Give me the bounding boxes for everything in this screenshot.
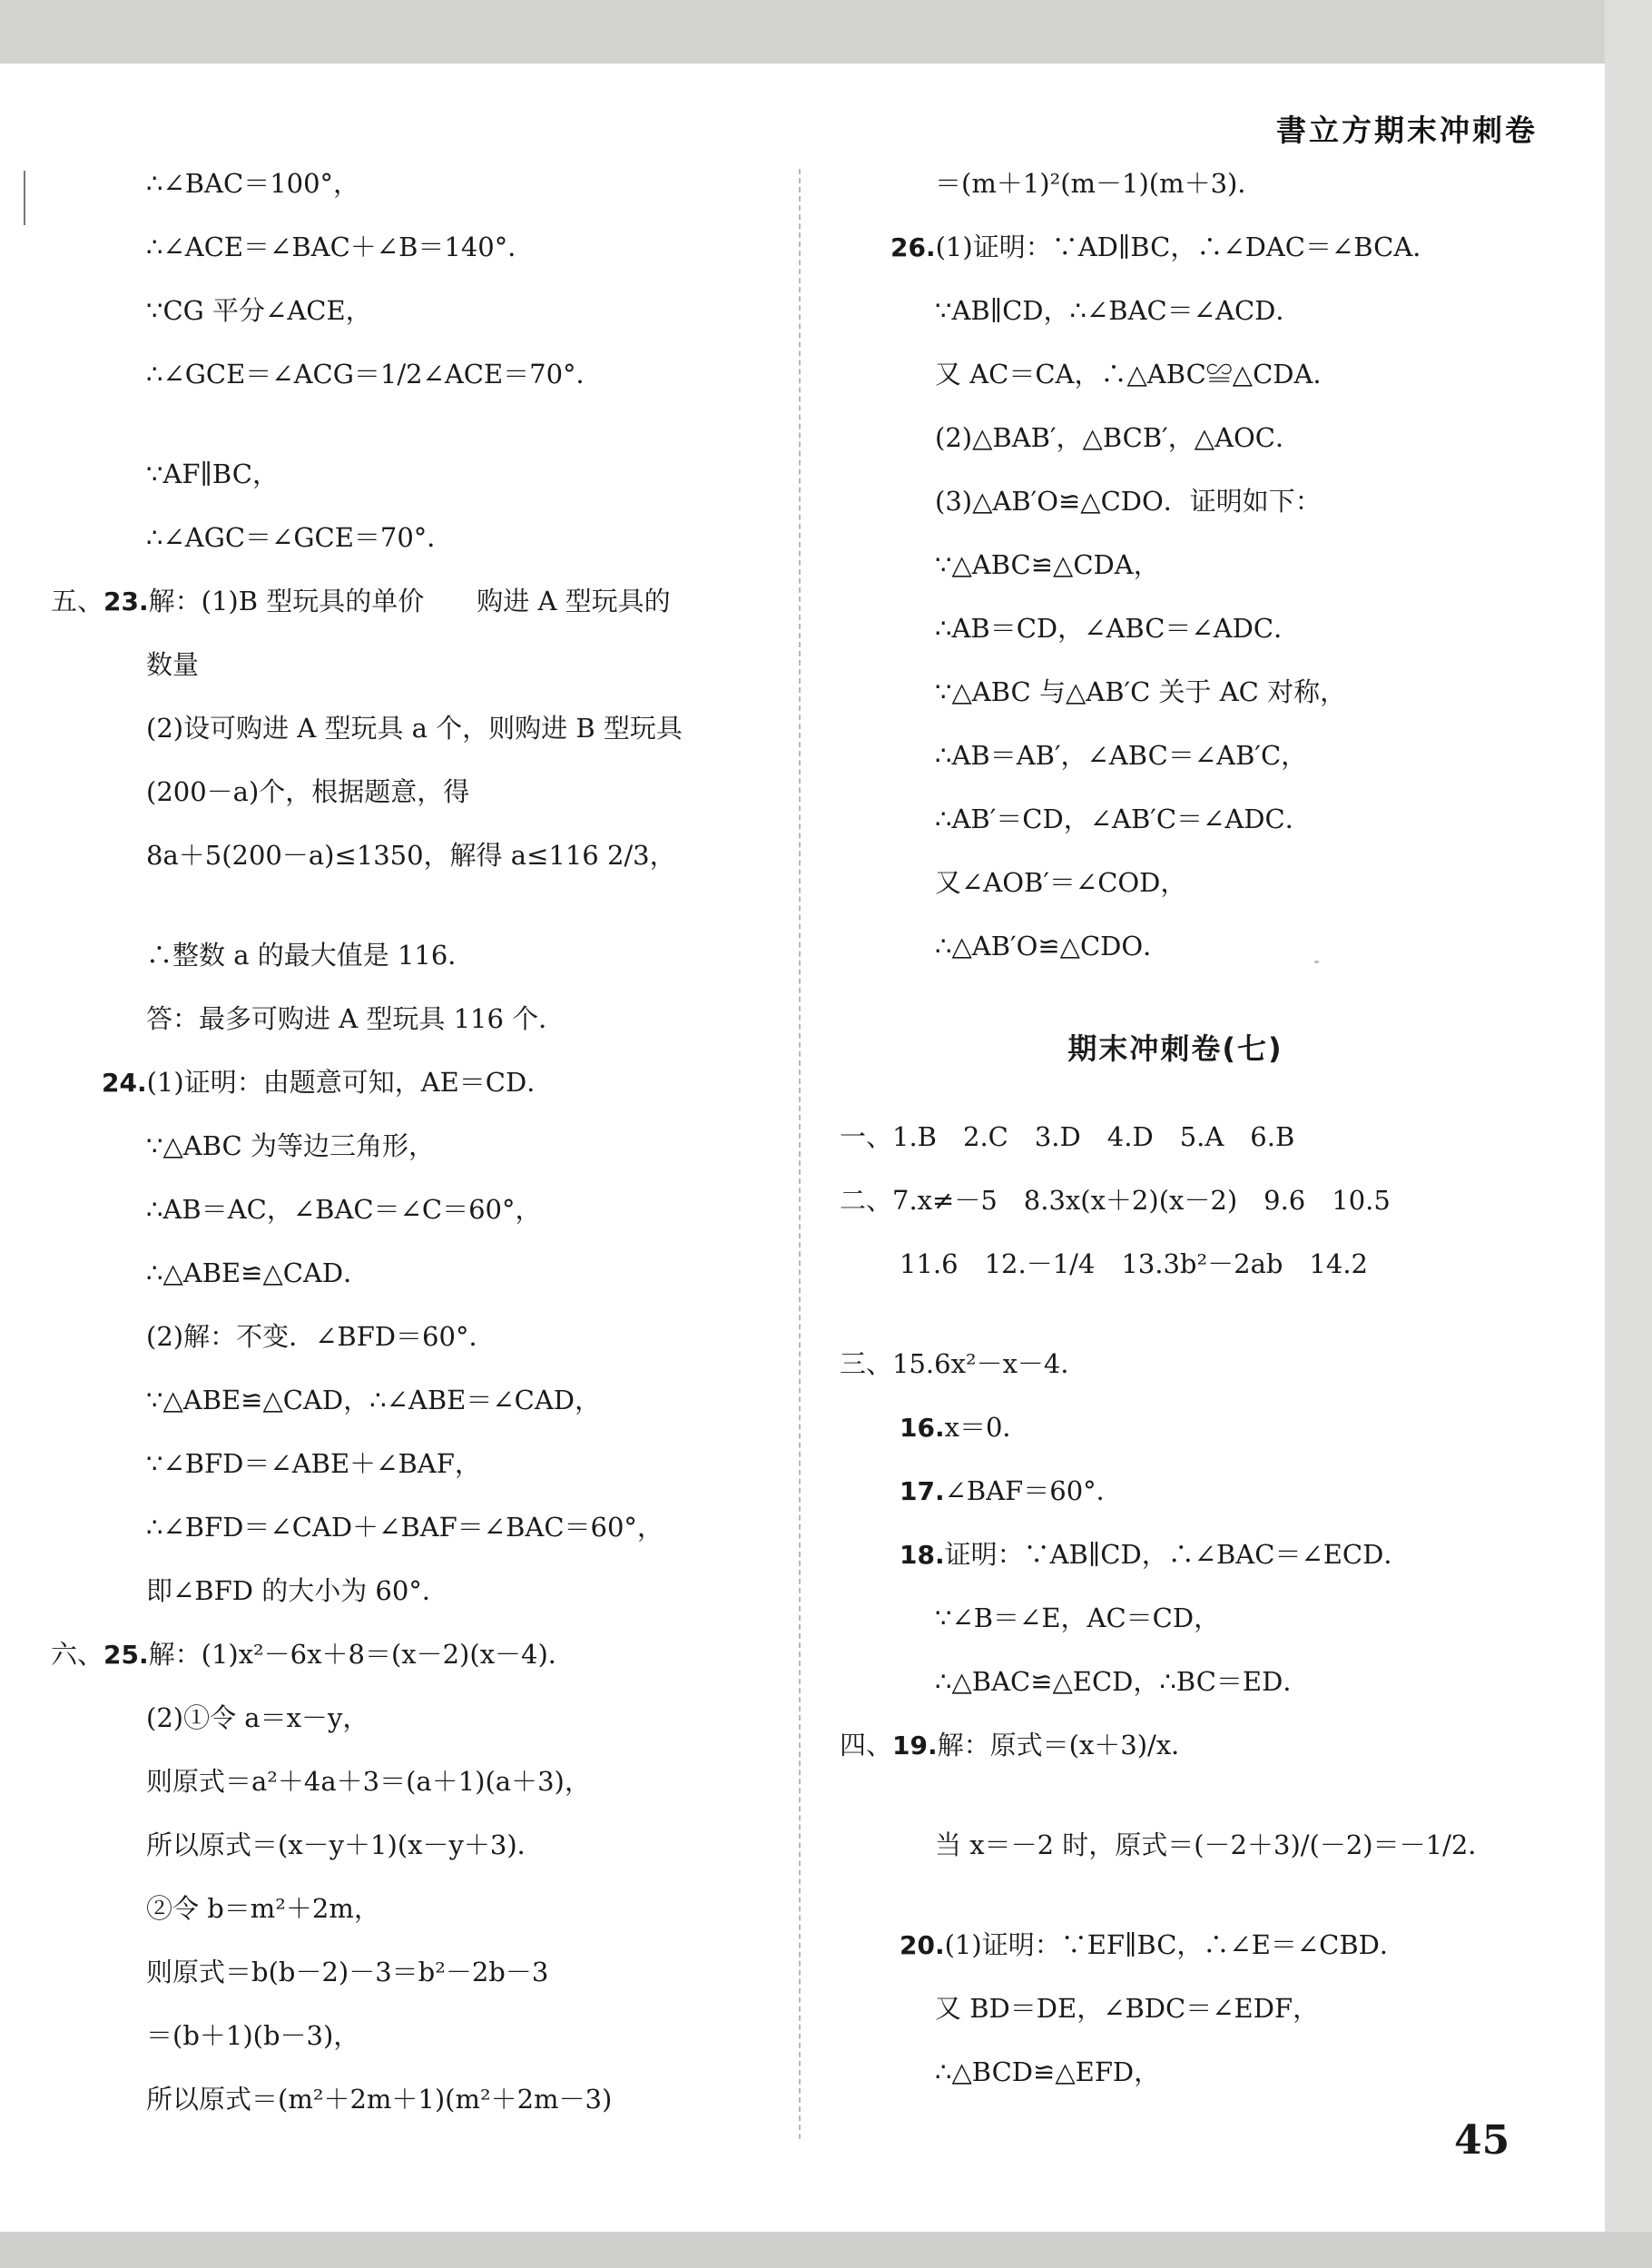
answer-line xyxy=(146,1128,435,1164)
answer-text: ∴△AB′O≌△CDO． xyxy=(935,931,1170,961)
answer-text: ∵△ABC 与△AB′C 关于 AC 对称， xyxy=(935,676,1347,707)
answer-line xyxy=(146,710,683,746)
question-number: 20. xyxy=(900,1930,945,1960)
answer-line xyxy=(840,1182,1391,1218)
answer-line xyxy=(146,1763,591,1800)
question-number: 25. xyxy=(103,1640,149,1670)
answer-line xyxy=(900,1473,1123,1509)
answer-line xyxy=(146,1382,601,1418)
margin-mark xyxy=(24,171,25,225)
answer-text: (200－a)个，根据题意，得 xyxy=(146,776,470,807)
answer-text: ∵∠B＝∠E，AC＝CD， xyxy=(935,1602,1221,1633)
answer-text: 又 BD＝DE，∠BDC＝∠EDF， xyxy=(935,1993,1320,2024)
question-number: 26. xyxy=(890,232,936,262)
answer-line xyxy=(935,292,1302,329)
answer-text: ＝(m＋1)²(m－1)(m＋3)． xyxy=(935,168,1264,199)
answer-text: 7.x≠－5 8.3x(x＋2)(x－2) 9.6 10.5 xyxy=(892,1185,1391,1216)
answer-text: ∴△BCD≌△EFD， xyxy=(935,2056,1161,2087)
answer-text: ∵△ABC≌△CDA， xyxy=(935,549,1160,580)
answer-text: x＝0． xyxy=(944,1412,1029,1443)
answer-text: ∵CG 平分∠ACE， xyxy=(146,295,372,326)
answer-text: ∵AF∥BC， xyxy=(146,459,279,489)
answer-text: (1)证明：∵AD∥BC，∴∠DAC＝∠BCA． xyxy=(935,232,1440,262)
answer-line xyxy=(935,1990,1319,2026)
answer-line xyxy=(146,1700,369,1736)
answer-line xyxy=(935,610,1300,646)
section-prefix: 六、 xyxy=(51,1639,104,1670)
answer-text: ∵△ABC 为等边三角形， xyxy=(146,1130,435,1161)
section-prefix: 三、 xyxy=(840,1348,893,1379)
answer-line xyxy=(146,2081,612,2117)
answer-line xyxy=(146,837,676,873)
answer-line xyxy=(146,937,474,973)
section-prefix: 一、 xyxy=(840,1121,893,1152)
answer-text: 当 x＝－2 时，原式＝(－2＋3)/(－2)＝－1/2． xyxy=(935,1829,1495,1860)
answer-line xyxy=(51,1636,575,1672)
answer-line xyxy=(935,737,1307,774)
answer-text: 答：最多可购进 A 型玩具 116 个． xyxy=(146,1003,565,1034)
answer-text: (2)解：不变．∠BFD＝60°． xyxy=(146,1321,496,1352)
section-title: 期末冲刺卷(七) xyxy=(1067,1031,1283,1066)
answer-line xyxy=(146,356,603,392)
answer-line xyxy=(900,1536,1410,1573)
scan-border-bottom xyxy=(0,2232,1652,2268)
answer-line xyxy=(900,1246,1368,1282)
answer-line xyxy=(146,456,279,492)
answer-line xyxy=(935,801,1312,837)
answer-text: (3)△AB′O≌△CDO．证明如下： xyxy=(935,486,1322,517)
answer-text: ②令 b＝m²＋2m， xyxy=(146,1893,380,1924)
answer-text: ∴AB′＝CD，∠AB′C＝∠ADC． xyxy=(935,804,1312,834)
answer-line xyxy=(935,928,1169,964)
answer-line xyxy=(146,165,359,202)
answer-line xyxy=(51,583,671,619)
answer-line xyxy=(840,1727,1197,1763)
answer-text: ∠BAF＝60°． xyxy=(944,1475,1123,1506)
answer-text: ∴△ABE≌△CAD． xyxy=(146,1257,370,1288)
answer-text: ∴∠AGC＝∠GCE＝70°． xyxy=(146,522,454,553)
answer-text: ∴整数 a 的最大值是 116． xyxy=(146,940,475,971)
answer-text: 8a＋5(200－a)≤1350，解得 a≤116 2/3， xyxy=(146,840,676,871)
answer-line xyxy=(935,674,1346,710)
answer-text: 数量 xyxy=(146,649,200,680)
answer-line xyxy=(146,519,453,556)
answer-text: (1)证明：由题意可知，AE＝CD． xyxy=(146,1067,554,1098)
answer-text: 15.6x²－x－4． xyxy=(892,1348,1087,1379)
answer-line xyxy=(146,1509,664,1545)
answer-line xyxy=(935,1663,1309,1700)
question-number: 23. xyxy=(103,587,149,616)
page-number: 45 xyxy=(1454,2117,1510,2164)
answer-text: ∵△ABE≌△CAD，∴∠ABE＝∠CAD， xyxy=(146,1385,602,1415)
answer-text: ∵∠BFD＝∠ABE＋∠BAF， xyxy=(146,1448,481,1479)
answer-line xyxy=(146,2017,359,2054)
answer-line xyxy=(146,292,372,329)
answer-text: 证明：∵AB∥CD，∴∠BAC＝∠ECD． xyxy=(944,1539,1411,1570)
question-number: 18. xyxy=(900,1540,945,1570)
answer-text: ∴∠BAC＝100°， xyxy=(146,168,360,199)
answer-line xyxy=(146,1573,448,1609)
right-column xyxy=(840,154,1511,2179)
answer-text: ∴AB＝AC，∠BAC＝∠C＝60°， xyxy=(146,1194,542,1225)
answer-line xyxy=(146,1001,565,1037)
section-prefix: 二、 xyxy=(840,1185,893,1216)
answer-text: 则原式＝a²＋4a＋3＝(a＋1)(a＋3)， xyxy=(146,1766,591,1797)
answer-text: 解：原式＝(x＋3)/x． xyxy=(937,1730,1198,1760)
answer-text: ∴△BAC≌△ECD，∴BC＝ED． xyxy=(935,1666,1310,1697)
answer-text: ＝(b＋1)(b－3)， xyxy=(146,2020,360,2051)
answer-text: 又∠AOB′＝∠COD， xyxy=(935,867,1187,898)
answer-text: (2)①令 a＝x－y， xyxy=(146,1702,369,1733)
answer-line xyxy=(935,864,1186,901)
answer-line xyxy=(900,1927,1406,1963)
answer-line xyxy=(935,1600,1220,1636)
scan-border-right xyxy=(1605,0,1652,2268)
question-number: 17. xyxy=(900,1476,945,1506)
answer-line xyxy=(935,2054,1160,2090)
answer-line xyxy=(146,774,469,810)
answer-text: 解：(1)x²－6x＋8＝(x－2)(x－4)． xyxy=(148,1639,575,1670)
left-column xyxy=(51,154,723,2179)
answer-line xyxy=(935,547,1160,583)
answer-line xyxy=(840,1346,1087,1382)
question-number: 19. xyxy=(892,1731,938,1760)
answer-text: 所以原式＝(x－y＋1)(x－y＋3)． xyxy=(146,1829,544,1860)
answer-line xyxy=(935,356,1339,392)
answer-text: 11.6 12.－1/4 13.3b²－2ab 14.2 xyxy=(900,1248,1368,1279)
answer-text: (1)证明：∵EF∥BC，∴∠E＝∠CBD． xyxy=(944,1929,1406,1960)
answer-text: 即∠BFD 的大小为 60°． xyxy=(146,1575,448,1606)
answer-line xyxy=(935,483,1322,519)
answer-line xyxy=(146,1255,369,1291)
answer-text: 1.B 2.C 3.D 4.D 5.A 6.B xyxy=(892,1121,1295,1152)
answer-line xyxy=(146,1445,481,1482)
answer-text: ∴∠BFD＝∠CAD＋∠BAF＝∠BAC＝60°， xyxy=(146,1512,664,1543)
answer-line xyxy=(146,229,534,265)
section-prefix: 四、 xyxy=(840,1730,893,1760)
answer-text: 则原式＝b(b－2)－3＝b²－2b－3 xyxy=(146,1957,549,1987)
header-title: 書立方期末冲刺卷 xyxy=(1276,113,1538,148)
answer-line xyxy=(900,1409,1028,1445)
answer-line xyxy=(146,1827,544,1863)
answer-text: 又 AC＝CA，∴△ABC≌△CDA． xyxy=(935,359,1340,390)
answer-text: (2)设可购进 A 型玩具 a 个，则购进 B 型玩具 xyxy=(146,713,683,744)
answer-line xyxy=(935,419,1302,456)
answer-line xyxy=(146,646,199,683)
answer-text: ∴∠ACE＝∠BAC＋∠B＝140°． xyxy=(146,232,535,262)
answer-text: ∵AB∥CD，∴∠BAC＝∠ACD． xyxy=(935,295,1303,326)
answer-text: ∴AB＝AB′，∠ABC＝∠AB′C， xyxy=(935,740,1308,771)
answer-text: (2)△BAB′，△BCB′，△AOC． xyxy=(935,422,1302,453)
answer-line xyxy=(840,1119,1294,1155)
answer-text: ∴∠GCE＝∠ACG＝1/2∠ACE＝70°． xyxy=(146,359,603,390)
question-number: 24. xyxy=(102,1068,147,1098)
answer-line xyxy=(935,165,1264,202)
answer-text: 解：(1)B 型玩具的单价 购进 A 型玩具的 xyxy=(148,586,671,616)
answer-line xyxy=(146,1191,541,1228)
answer-text: 所以原式＝(m²＋2m＋1)(m²＋2m－3) xyxy=(146,2084,613,2115)
answer-line xyxy=(51,1064,553,1100)
answer-line xyxy=(146,1318,495,1355)
answer-line xyxy=(935,1827,1494,1863)
question-number: 16. xyxy=(900,1413,945,1443)
answer-line xyxy=(146,1954,548,1990)
answer-line xyxy=(840,229,1439,265)
section-prefix: 五、 xyxy=(51,586,104,616)
column-divider xyxy=(799,169,801,2139)
answer-line xyxy=(146,1890,380,1927)
answer-text: ∴AB＝CD，∠ABC＝∠ADC． xyxy=(935,613,1301,644)
